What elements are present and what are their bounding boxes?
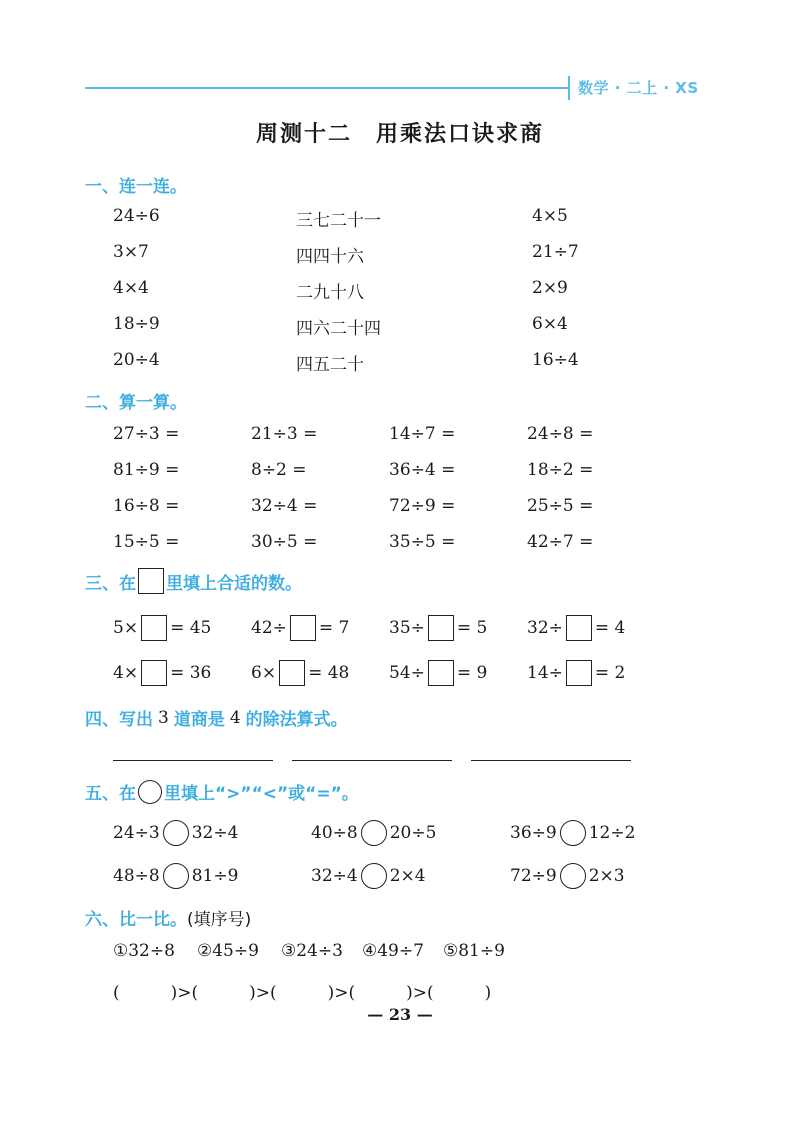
section-6-title — [85, 905, 251, 930]
s6-order-blanks[interactable]: ( )>( )>( )>( )>( ) — [113, 983, 492, 1003]
page-title: 周测十二 用乘法口诀求商 — [255, 122, 544, 147]
s5-right-expr: 2×4 — [389, 866, 426, 886]
s3-rhs: = 48 — [308, 663, 350, 683]
header-label: 数学 · 二上 · XS — [578, 79, 699, 97]
s5-right-expr: 81÷9 — [191, 866, 239, 886]
s1-left-item: 20÷4 — [113, 350, 160, 370]
s4-title-part: 的除法算式。 — [245, 710, 348, 730]
s5-left-expr: 40÷8 — [311, 823, 358, 843]
s1-middle-item: 四六二十四 — [296, 319, 381, 339]
s1-right-item: 4×5 — [532, 206, 568, 226]
s4-title-number: 3 — [158, 707, 169, 728]
s2-problem: 30÷5 = — [251, 532, 318, 552]
s2-problem: 25÷5 = — [527, 496, 594, 516]
answer-line[interactable] — [471, 760, 631, 761]
s3-problem — [527, 615, 625, 641]
section-2-title: 二、算一算。 — [85, 393, 187, 413]
s5-compare — [311, 820, 436, 846]
s3-title-suffix: 里填上合适的数。 — [166, 573, 302, 594]
s2-problem: 72÷9 = — [389, 496, 456, 516]
s2-problem: 32÷4 = — [251, 496, 318, 516]
s3-rhs: = 5 — [456, 618, 488, 638]
s4-title-part: 道商是 — [173, 710, 225, 730]
s3-problem — [251, 615, 349, 641]
s1-right-item: 21÷7 — [532, 242, 579, 262]
s1-right-item: 16÷4 — [532, 350, 579, 370]
s1-left-item: 4×4 — [113, 278, 149, 298]
s6-item: ④49÷7 — [362, 941, 424, 961]
s3-lhs: 54÷ — [389, 663, 425, 683]
s5-left-expr: 48÷8 — [113, 866, 160, 886]
s6-item: ①32÷8 — [113, 941, 175, 961]
s3-lhs: 42÷ — [251, 618, 287, 638]
s1-middle-item: 四五二十 — [296, 355, 364, 375]
compare-circle[interactable] — [560, 820, 586, 846]
answer-box[interactable] — [141, 660, 167, 686]
s3-lhs: 14÷ — [527, 663, 563, 683]
s1-right-item: 6×4 — [532, 314, 568, 334]
compare-circle[interactable] — [361, 863, 387, 889]
s2-problem: 81÷9 = — [113, 460, 180, 480]
answer-box[interactable] — [279, 660, 305, 686]
s5-title-prefix: 五、在 — [85, 784, 136, 804]
s3-rhs: = 36 — [170, 663, 212, 683]
s3-rhs: = 45 — [170, 618, 212, 638]
s5-left-expr: 32÷4 — [311, 866, 358, 886]
s3-rhs: = 9 — [456, 663, 488, 683]
s2-problem: 15÷5 = — [113, 532, 180, 552]
s3-lhs: 32÷ — [527, 618, 563, 638]
s5-compare — [113, 820, 238, 846]
s1-middle-item: 二九十八 — [296, 283, 364, 303]
answer-box[interactable] — [566, 615, 592, 641]
s5-compare — [311, 863, 426, 889]
s2-problem: 8÷2 = — [251, 460, 307, 480]
s5-left-expr: 24÷3 — [113, 823, 160, 843]
s3-lhs: 4× — [113, 663, 139, 683]
s3-problem — [113, 615, 211, 641]
s2-problem: 16÷8 = — [113, 496, 180, 516]
s4-title-part: 四、写出 — [85, 710, 153, 730]
s3-title-prefix: 三、在 — [85, 573, 136, 594]
s3-rhs: = 2 — [594, 663, 626, 683]
s1-left-item: 18÷9 — [113, 314, 160, 334]
s2-problem: 18÷2 = — [527, 460, 594, 480]
s5-right-expr: 2×3 — [588, 866, 625, 886]
s2-problem: 24÷8 = — [527, 424, 594, 444]
compare-circle[interactable] — [361, 820, 387, 846]
s2-problem: 42÷7 = — [527, 532, 594, 552]
s3-lhs: 6× — [251, 663, 277, 683]
s3-problem — [527, 660, 625, 686]
answer-box[interactable] — [141, 615, 167, 641]
s5-right-expr: 32÷4 — [191, 823, 239, 843]
section-5-title — [85, 779, 359, 804]
section-3-title — [85, 568, 302, 594]
answer-box[interactable] — [566, 660, 592, 686]
s1-middle-item: 三七二十一 — [296, 211, 381, 231]
s6-hint: (填序号) — [187, 910, 252, 930]
answer-line[interactable] — [292, 760, 452, 761]
section-1-title: 一、连一连。 — [85, 177, 187, 197]
s3-problem — [251, 660, 349, 686]
s1-middle-item: 四四十六 — [296, 247, 364, 267]
s5-compare — [113, 863, 238, 889]
answer-line[interactable] — [113, 760, 273, 761]
compare-circle[interactable] — [560, 863, 586, 889]
header-rule — [85, 87, 568, 89]
s4-title-number: 4 — [229, 707, 241, 728]
s5-right-expr: 12÷2 — [588, 823, 636, 843]
s1-right-item: 2×9 — [532, 278, 568, 298]
s6-title: 六、比一比。 — [85, 910, 187, 930]
circle-symbol-icon — [138, 780, 162, 804]
s3-rhs: = 7 — [318, 618, 350, 638]
s1-left-item: 24÷6 — [113, 206, 160, 226]
answer-box[interactable] — [290, 615, 316, 641]
s3-problem — [389, 660, 487, 686]
box-symbol-icon — [138, 568, 164, 594]
s1-left-item: 3×7 — [113, 242, 149, 262]
s2-problem: 27÷3 = — [113, 424, 180, 444]
section-4-title — [85, 705, 348, 730]
compare-circle[interactable] — [163, 820, 189, 846]
s5-left-expr: 72÷9 — [510, 866, 557, 886]
s3-lhs: 35÷ — [389, 618, 425, 638]
s3-problem — [389, 615, 487, 641]
s5-title-suffix: 里填上“>”“<”或“=”。 — [164, 784, 359, 804]
answer-box[interactable] — [428, 660, 454, 686]
s2-problem: 21÷3 = — [251, 424, 318, 444]
page-number: — 23 — — [367, 1005, 433, 1024]
s6-item: ⑤81÷9 — [443, 941, 505, 961]
s5-left-expr: 36÷9 — [510, 823, 557, 843]
compare-circle[interactable] — [163, 863, 189, 889]
answer-box[interactable] — [428, 615, 454, 641]
s5-compare — [510, 863, 625, 889]
s3-problem — [113, 660, 211, 686]
s3-rhs: = 4 — [594, 618, 626, 638]
s2-problem: 14÷7 = — [389, 424, 456, 444]
s2-problem: 35÷5 = — [389, 532, 456, 552]
s3-lhs: 5× — [113, 618, 139, 638]
s5-right-expr: 20÷5 — [389, 823, 437, 843]
s2-problem: 36÷4 = — [389, 460, 456, 480]
s6-item: ③24÷3 — [281, 941, 343, 961]
s5-compare — [510, 820, 635, 846]
s6-item: ②45÷9 — [197, 941, 259, 961]
header-separator — [568, 76, 570, 100]
